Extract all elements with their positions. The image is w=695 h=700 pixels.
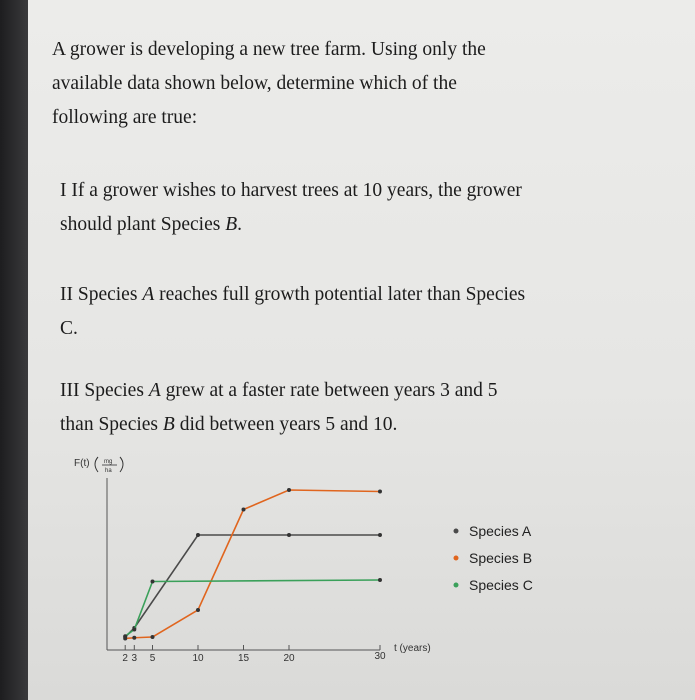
species-var: B [162, 414, 175, 435]
series-line-species-b [125, 490, 380, 639]
statement-1-line-1: I If a grower wishes to harvest trees at 10 years, the grower [60, 180, 522, 201]
x-tick-label: 15 [237, 653, 250, 664]
unit-numerator: mg [104, 459, 113, 465]
series-layer [123, 488, 382, 641]
x-tick-label: 10 [192, 653, 204, 664]
statement-2-text: II Species [60, 284, 143, 305]
statement-1-end: . [237, 214, 242, 235]
x-tick-label: 3 [131, 653, 138, 664]
x-tick-label: 5 [149, 653, 156, 664]
left-paren [95, 457, 98, 472]
data-point [378, 578, 382, 582]
legend-label: Species A [469, 523, 532, 539]
data-point [287, 533, 291, 537]
x-tick-label: 2 [122, 653, 128, 664]
data-point [287, 488, 291, 492]
data-point [378, 533, 382, 537]
x-tick-label: 30 [374, 651, 386, 662]
statement-3-text-2: than Species [60, 414, 163, 435]
legend-bullet [454, 529, 459, 534]
species-var: B [225, 214, 238, 235]
data-point [196, 533, 200, 537]
x-axis-label: t (years) [394, 643, 431, 654]
statement-2-line-2: C. [60, 318, 78, 339]
intro-line-3: following are true: [52, 107, 198, 128]
x-ticks [122, 645, 386, 664]
data-point [132, 628, 136, 632]
growth-chart [28, 0, 695, 700]
species-var: A [148, 380, 161, 401]
series-line-species-c [125, 580, 380, 636]
data-point [151, 580, 155, 584]
statement-3-text-rest: grew at a faster rate between years 3 and 5 [160, 380, 498, 401]
y-axis-label-text: F(t) [74, 458, 90, 469]
data-point [196, 608, 200, 612]
data-point [132, 636, 136, 640]
left-edge-shadow [0, 0, 28, 700]
statement-3-text: III Species [60, 380, 149, 401]
data-point [242, 508, 246, 512]
y-axis-label [74, 457, 123, 474]
legend-bullet [454, 556, 459, 561]
legend-label: Species B [469, 550, 533, 566]
series-line-species-a [125, 535, 380, 637]
statement-2-text-rest: reaches full growth potential later than Species [154, 284, 526, 305]
x-tick-label: 20 [283, 653, 295, 664]
intro-line-2: available data shown below, determine which of the [52, 73, 457, 94]
intro-line-1: A grower is developing a new tree farm. Using only the [52, 39, 486, 60]
right-paren [120, 457, 123, 472]
problem-page [28, 0, 695, 700]
legend [454, 523, 533, 593]
data-point [123, 634, 127, 638]
data-point [151, 635, 155, 639]
data-point [378, 490, 382, 494]
legend-bullet [454, 583, 459, 588]
species-var: A [142, 284, 155, 305]
legend-label: Species C [469, 577, 533, 593]
unit-denominator: ha [105, 468, 112, 474]
statement-3-end: did between years 5 and 10. [174, 414, 398, 435]
statement-1-text: should plant Species [60, 214, 226, 235]
